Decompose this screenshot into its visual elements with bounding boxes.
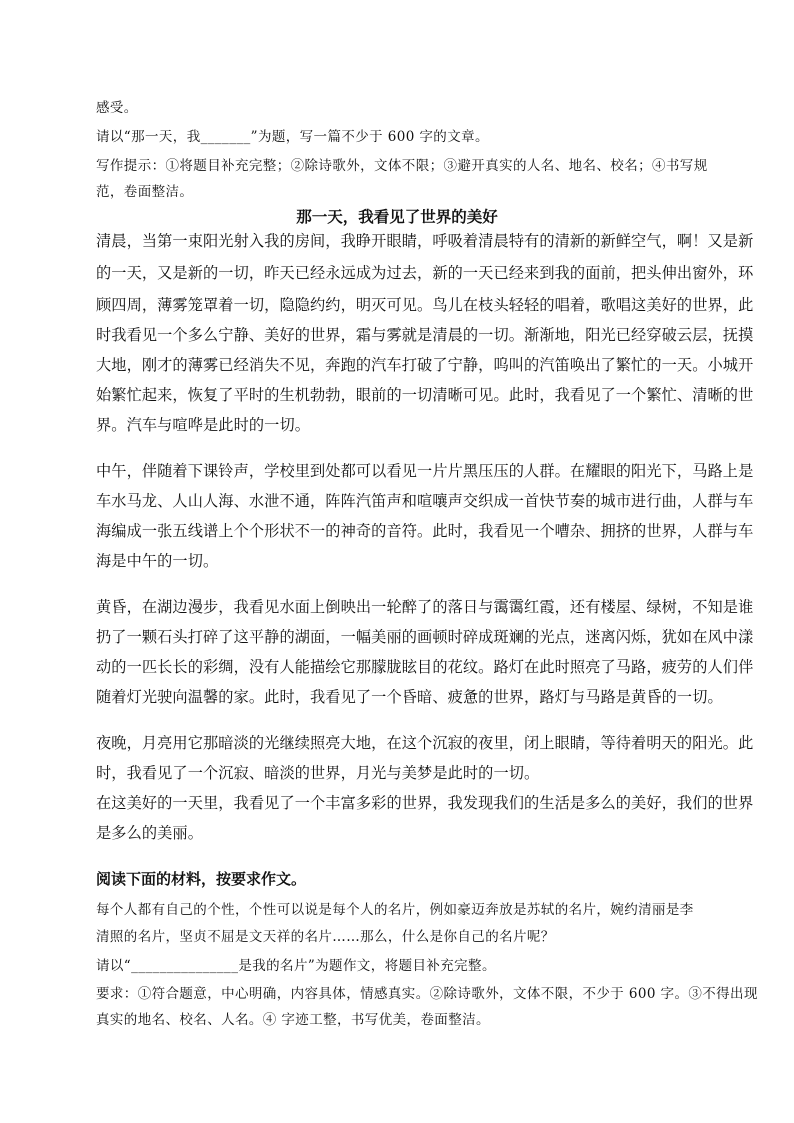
task2-requirements-line-1: 要求：①符合题意，中心明确，内容具体，情感真实。②除诗歌外，文体不限，不少于 600 字。③不得出现 [96,986,758,1002]
essay-p3-line: 随着灯光驶向温馨的家。此时，我看见了一个昏暗、疲惫的世界，路灯与马路是黄昏的一切。 [96,688,723,706]
task2-material-line-2: 清照的名片，坚贞不屈是文天祥的名片……那么，什么是你自己的名片呢？ [96,929,555,945]
essay-p4-line: 夜晚，月亮用它那暗淡的光继续照亮大地，在这个沉寂的夜里，闭上眼睛，等待着明天的阳光。此 [96,734,754,752]
essay-p2-line: 中午，伴随着下课铃声，学校里到处都可以看见一片片黑压压的人群。在耀眼的阳光下，马路上是 [96,462,754,480]
essay-p3-line: 黄昏，在湖边漫步，我看见水面上倒映出一轮醉了的落日与霭霭红霞，还有楼屋、绿树，不知是谁 [96,598,754,616]
prompt-fragment: 感受。 [96,100,138,116]
essay-p3-line: 动的一匹长长的彩绸，没有人能描绘它那朦胧眩目的花纹。路灯在此时照亮了马路，疲劳的人们伴 [96,658,754,676]
essay-p1-line: 大地，刚才的薄雾已经消失不见，奔跑的汽车打破了宁静，呜叫的汽笛唤出了繁忙的一天。小城开 [96,356,754,374]
essay-p4-line: 时，我看见了一个沉寂、暗淡的世界，月光与美梦是此时的一切。 [96,764,540,782]
essay-p1-line: 顾四周，薄雾笼罩着一切，隐隐约约，明灭可见。鸟儿在枝头轻轻的唱着，歌唱这美好的世界，此 [96,296,754,314]
essay-p3-line: 扔了一颗石头打碎了这平静的湖面，一幅美丽的画顿时碎成斑斓的光点，迷离闪烁，犹如在风中漾 [96,628,754,646]
essay-p2-line: 车水马龙、人山人海、水泄不通，阵阵汽笛声和喧嚷声交织成一首快节奏的城市进行曲，人群与车 [96,492,754,510]
writing-tips-line-1: 写作提示：①将题目补充完整；②除诗歌外，文体不限；③避开真实的人名、地名、校名；④书写规 [96,158,708,174]
task2-title-instruction: 请以“_______________是我的名片”为题作文，将题目补充完整。 [96,958,496,974]
essay-p5-line: 是多么的美丽。 [96,824,204,842]
task2-requirements-line-2: 真实的地名、校名、人名。④ 字迹工整，书写优美，卷面整洁。 [96,1012,490,1028]
essay-p1-line: 时我看见一个多么宁静、美好的世界，霜与雾就是清晨的一切。渐渐地，阳光已经穿破云层，抚摸 [96,326,754,344]
essay-p1-line: 始繁忙起来，恢复了平时的生机勃勃，眼前的一切清晰可见。此时，我看见了一个繁忙、清晰的世 [96,386,754,404]
writing-tips-line-2: 范，卷面整洁。 [96,184,194,200]
essay-p5-line: 在这美好的一天里，我看见了一个丰富多彩的世界，我发现我们的生活是多么的美好，我们的世界 [96,794,754,812]
essay-p2-line: 海是中午的一切。 [96,552,219,570]
essay-p1-line: 的一天，又是新的一切，昨天已经永远成为过去，新的一天已经来到我的面前，把头伸出窗外，环 [96,264,754,282]
essay-title: 那一天，我看见了世界的美好 [296,208,498,226]
task2-heading: 阅读下面的材料，按要求作文。 [96,870,307,888]
essay-p2-line: 海编成一张五线谱上个个形状不一的神奇的音符。此时，我看见一个嘈杂、拥挤的世界，人群与车 [96,522,754,540]
essay-p1-line: 界。汽车与喧哗是此时的一切。 [96,416,311,434]
essay-p1-line: 清晨，当第一束阳光射入我的房间，我睁开眼睛，呼吸着清晨特有的清新的新鲜空气，啊！又是新 [96,232,754,250]
task2-material-line-1: 每个人都有自己的个性，个性可以说是每个人的名片，例如豪迈奔放是苏轼的名片，婉约清丽是李 [96,902,694,918]
prompt-title-instruction: 请以“那一天，我_______”为题，写一篇不少于 600 字的文章。 [96,129,489,145]
